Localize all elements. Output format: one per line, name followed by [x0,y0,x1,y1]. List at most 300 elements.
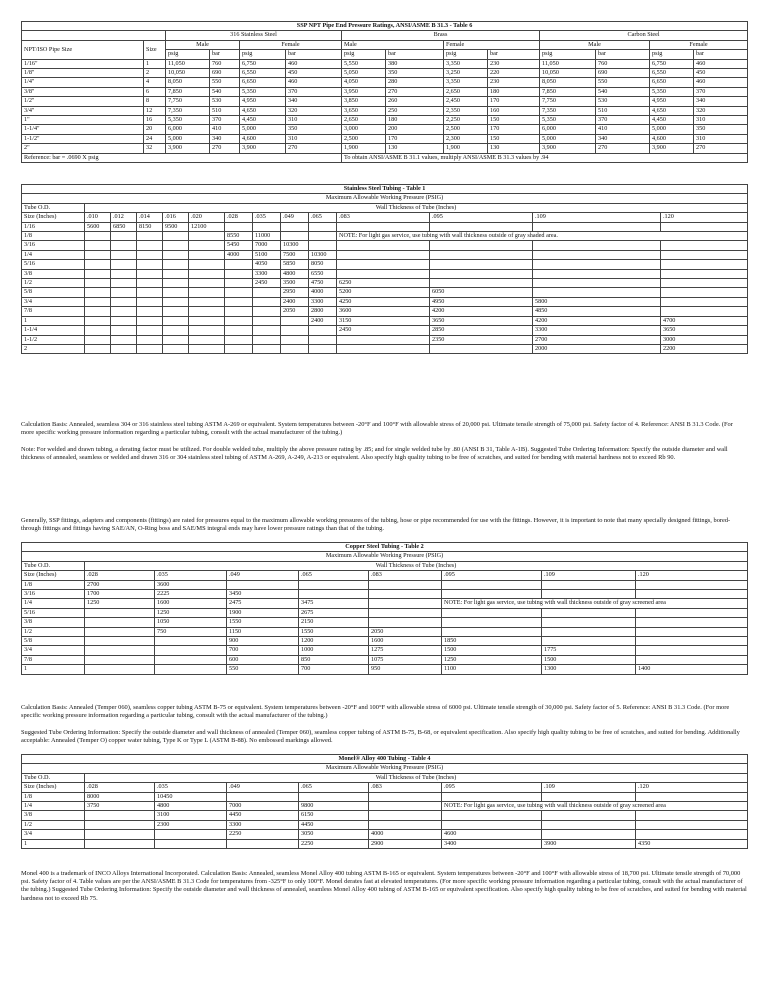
table-cell [542,811,636,820]
table-cell: 11000 [253,232,281,241]
table-cell: 4450 [227,811,299,820]
table-cell [137,279,163,288]
table-row [22,250,748,259]
column-header: .028 [225,213,253,222]
table-cell [85,269,111,278]
table-cell: 7,850 [540,87,596,96]
table-cell: 4 [144,78,166,87]
table-cell [225,222,253,231]
table-cell: 2475 [227,599,299,608]
table-cell: 1850 [442,637,542,646]
table-cell [163,232,189,241]
table-row [22,307,748,316]
table-row [22,125,748,134]
table-cell: 3750 [85,802,155,811]
table-cell [253,307,281,316]
table-cell: 5/8 [22,288,85,297]
table-cell [225,279,253,288]
table-cell: 32 [144,144,166,153]
table-cell: 24 [144,134,166,143]
table-cell: 750 [155,627,227,636]
table-cell: 6,550 [240,69,286,78]
column-header: .095 [430,213,533,222]
unit-header: bar [488,50,540,59]
table-cell: 510 [596,106,650,115]
table-cell: 3,350 [444,78,488,87]
table-cell [85,839,155,848]
table-cell [281,316,309,325]
table-cell: 3/4" [22,106,144,115]
table-cell: 2,650 [342,116,386,125]
table-cell: 2675 [299,608,369,617]
subtitle-row [22,194,748,203]
table-cell: 600 [227,655,299,664]
table-cell [163,335,189,344]
table-cell [85,232,111,241]
table-cell [111,307,137,316]
table-cell [189,307,225,316]
table-cell: 3,900 [240,144,286,153]
table-row [22,811,748,820]
table-row [22,646,748,655]
gender-header: Female [240,40,342,49]
table-cell [299,792,369,801]
wall-row [22,203,748,212]
column-header-row [22,571,748,580]
table-cell: 1600 [155,599,227,608]
column-header-row [22,783,748,792]
table-cell: 530 [596,97,650,106]
table-cell: 270 [694,144,748,153]
table-cell: 270 [210,144,240,153]
table-cell: 2,300 [444,134,488,143]
table-cell [430,269,533,278]
table-cell: 2250 [299,839,369,848]
table-cell: 3/4 [22,297,85,306]
table-cell [430,222,533,231]
table-row [22,144,748,153]
table-cell: 1000 [299,646,369,655]
table-cell: 4,450 [650,116,694,125]
table-title: Monel® Alloy 400 Tubing - Table 4 [22,755,748,764]
column-header: .120 [661,213,748,222]
table-cell: 310 [694,134,748,143]
column-header: .109 [533,213,661,222]
table-cell: 8050 [309,260,337,269]
table-cell [189,279,225,288]
table-cell [155,839,227,848]
table-row [22,134,748,143]
material-header: Carbon Steel [540,31,748,40]
table-cell: 3300 [253,269,281,278]
table-cell: 9800 [299,802,369,811]
table-row [22,599,748,608]
table-row [22,792,748,801]
table-cell: 320 [286,106,342,115]
table-cell [155,646,227,655]
column-header: .083 [369,571,442,580]
table-cell: 2,500 [444,125,488,134]
table-cell [189,335,225,344]
table-row [22,288,748,297]
table-cell: 6550 [309,269,337,278]
table-cell: 10,050 [166,69,210,78]
table-cell: 6,750 [240,59,286,68]
table-cell: 1700 [85,590,155,599]
table-cell [661,260,748,269]
table-cell [163,326,189,335]
column-header: Size (Inches) [22,783,85,792]
table-cell: 4050 [253,260,281,269]
table-cell: 3500 [281,279,309,288]
table-cell [636,580,748,589]
table-cell: 3100 [155,811,227,820]
table-row [22,316,748,325]
table-cell: 700 [299,665,369,674]
table-cell: 2400 [281,297,309,306]
reference-note: To obtain ANSI/ASME B 31.1 values, multiply ANSI/ASME B 31.3 values by .94 [342,153,748,162]
table-cell [253,326,281,335]
table-cell: 1550 [227,618,299,627]
table-row [22,627,748,636]
table-cell: 270 [286,144,342,153]
table-cell: 5/8 [22,637,85,646]
table-cell: 7000 [253,241,281,250]
table-cell: 3400 [442,839,542,848]
table-cell: 760 [596,59,650,68]
table-cell [636,655,748,664]
table-cell: 1050 [155,618,227,627]
table-cell: 1/4 [22,250,85,259]
table-cell: 3,900 [540,144,596,153]
table-cell [189,260,225,269]
table-subtitle: Maximum Allowable Working Pressure (PSIG) [22,552,748,561]
table-cell [155,655,227,664]
table-cell [253,344,281,353]
table-cell: 550 [596,78,650,87]
table-cell: 8550 [225,232,253,241]
table-cell: 5100 [253,250,281,259]
table-cell [309,344,337,353]
table-cell: 2,450 [444,97,488,106]
table-cell [163,297,189,306]
unit-header: psig [166,50,210,59]
table-cell: 450 [694,69,748,78]
table-cell: 5,000 [240,125,286,134]
table-cell [542,637,636,646]
column-header: .065 [309,213,337,222]
table-cell: 3000 [661,335,748,344]
table-cell [253,297,281,306]
table-cell: 5,050 [342,69,386,78]
table-cell [369,618,442,627]
table-cell [85,608,155,617]
table-cell: 3475 [299,599,369,608]
table-cell: 4450 [299,820,369,829]
table-cell: 20 [144,125,166,134]
table-cell: 350 [694,125,748,134]
table-cell: 3650 [661,326,748,335]
table-cell [111,260,137,269]
unit-header: bar [596,50,650,59]
table-cell: 3/8 [22,618,85,627]
table-cell: 2 [144,69,166,78]
column-header: Size (Inches) [22,213,85,222]
table-cell [281,326,309,335]
table-cell: 310 [286,116,342,125]
table-cell: 4,950 [650,97,694,106]
table-cell: 270 [596,144,650,153]
table-cell: 950 [369,665,442,674]
table-cell [111,316,137,325]
table-cell: 340 [596,134,650,143]
table-cell: 700 [227,646,299,655]
table-cell: 6,650 [240,78,286,87]
table-cell: 4,450 [240,116,286,125]
table-cell: 180 [386,116,444,125]
table-cell: 6850 [111,222,137,231]
table-cell [85,250,111,259]
material-header: Brass [342,31,540,40]
table-cell: 340 [286,97,342,106]
table-cell: 370 [694,87,748,96]
table-title-row [22,755,748,764]
table-cell: 690 [210,69,240,78]
column-header: Tube O.D. [22,773,85,782]
table-cell: 550 [210,78,240,87]
column-header: .014 [137,213,163,222]
table-cell: 540 [210,87,240,96]
column-header: .035 [155,571,227,580]
table-4 [21,754,747,849]
table-cell: 5,550 [342,59,386,68]
table-row [22,580,748,589]
wall-thickness-header: Wall Thickness of Tube (Inches) [85,773,748,782]
table-cell: 460 [286,78,342,87]
table-cell [253,316,281,325]
table-row [22,279,748,288]
table-cell: 1775 [542,646,636,655]
table-row [22,665,748,674]
table-row [22,87,748,96]
table-row [22,260,748,269]
table-cell: 6150 [299,811,369,820]
column-header: .109 [542,783,636,792]
table-cell: 1/16 [22,222,85,231]
table-cell [85,288,111,297]
table-cell [369,590,442,599]
table-cell: 3,850 [342,97,386,106]
table-cell [636,792,748,801]
table-cell [337,269,430,278]
table-cell [137,288,163,297]
column-header: .010 [85,213,111,222]
table-cell: 2,350 [444,106,488,115]
table-cell: 310 [286,134,342,143]
table-cell: 1/2 [22,627,85,636]
table-cell [661,288,748,297]
table-cell: 1,900 [444,144,488,153]
table-cell: 510 [210,106,240,115]
unit-header: psig [650,50,694,59]
table-cell [636,618,748,627]
table-cell: 540 [596,87,650,96]
table-cell [636,646,748,655]
table-cell: 460 [694,78,748,87]
table-cell [636,811,748,820]
table-cell: 3300 [533,326,661,335]
table-cell: 130 [386,144,444,153]
table-cell [227,839,299,848]
table-cell: 5,000 [166,134,210,143]
table-cell [442,618,542,627]
table-cell [163,241,189,250]
table-cell: 4800 [281,269,309,278]
table-title-row [22,543,748,552]
table-2 [21,542,747,675]
table-cell [111,232,137,241]
table-title-row [22,22,748,31]
table-cell: 3,250 [444,69,488,78]
table-cell: 6,000 [166,125,210,134]
table-cell [85,316,111,325]
table-cell: 7/8 [22,655,85,664]
table-cell [442,811,542,820]
table-cell [155,830,227,839]
table-cell: 3600 [337,307,430,316]
subtitle-row [22,552,748,561]
table-cell [111,335,137,344]
table-cell: 1/2 [22,820,85,829]
table-cell: 11,050 [540,59,596,68]
table-cell [309,222,337,231]
table-cell: 4850 [533,307,661,316]
table-cell [85,297,111,306]
table-cell [337,250,430,259]
table-cell [309,326,337,335]
table-cell [430,260,533,269]
table-cell: 4750 [309,279,337,288]
table-cell [137,260,163,269]
table-cell: 6250 [337,279,430,288]
table-cell: 3,900 [650,144,694,153]
table-cell: 2050 [369,627,442,636]
table-cell: 6,000 [540,125,596,134]
table-cell [85,627,155,636]
table-cell [442,792,542,801]
table-cell: 3650 [430,316,533,325]
table-cell: 1-1/2 [22,335,85,344]
table-cell [85,618,155,627]
table-cell [85,637,155,646]
table-cell: 3/8 [22,811,85,820]
table-cell: 10300 [281,241,309,250]
table-row [22,297,748,306]
material-header: 316 Stainless Steel [166,31,342,40]
table-cell [85,344,111,353]
table-title-row [22,185,748,194]
table-cell: 1/2" [22,97,144,106]
table-cell: 380 [386,59,444,68]
table-cell: 220 [488,69,540,78]
table-cell: 4250 [337,297,430,306]
table-cell: 7,850 [166,87,210,96]
table-cell [309,335,337,344]
table-cell: 16 [144,116,166,125]
gender-header: Female [650,40,748,49]
reference-row [22,153,748,162]
table-cell [542,590,636,599]
table-cell: 270 [386,87,444,96]
table-cell [369,820,442,829]
table-6 [21,21,747,163]
wall-thickness-header: Wall Thickness of Tube (Inches) [85,203,748,212]
table-cell [225,335,253,344]
table-cell: 1100 [442,665,542,674]
table-title: Stainless Steel Tubing - Table 1 [22,185,748,194]
table-cell: 3450 [227,590,299,599]
column-header: .095 [442,571,542,580]
table-cell: 1/8 [22,232,85,241]
table-cell [337,335,430,344]
table-cell [442,820,542,829]
table-cell: 4800 [155,802,227,811]
table-cell [189,297,225,306]
table-cell [253,288,281,297]
gender-header: Male [166,40,240,49]
table-cell: 2 [22,344,85,353]
table-cell [111,250,137,259]
column-header: NPT/ISO Pipe Size [22,40,144,59]
table-cell: 4,050 [342,78,386,87]
material-row [22,31,748,40]
table-cell [337,222,430,231]
table-cell: 1600 [369,637,442,646]
table-row [22,326,748,335]
table-cell: 550 [227,665,299,674]
table-cell: 6050 [430,288,533,297]
column-header: .049 [281,213,309,222]
table-cell: 2150 [299,618,369,627]
table-cell: 1/16" [22,59,144,68]
table-cell: 1150 [227,627,299,636]
unit-header: bar [210,50,240,59]
table-cell: 2300 [155,820,227,829]
table-cell: 5,000 [650,125,694,134]
table-cell [137,232,163,241]
table-cell: 3/8 [22,269,85,278]
table-cell: 3/4 [22,646,85,655]
table-cell [369,802,442,811]
table-cell: 350 [286,125,342,134]
table-cell [299,580,369,589]
table-cell [137,241,163,250]
table-cell: 2700 [85,580,155,589]
table-cell: 7,750 [166,97,210,106]
column-header: .028 [85,571,155,580]
table-cell: 2450 [337,326,430,335]
unit-header: bar [694,50,748,59]
table-cell [189,269,225,278]
table-cell: 3150 [337,316,430,325]
table-cell [85,241,111,250]
table-cell: 1/8" [22,69,144,78]
table-cell [189,344,225,353]
table-cell: 11,050 [166,59,210,68]
table-cell [430,279,533,288]
table-cell: 2000 [533,344,661,353]
table-cell [636,590,748,599]
